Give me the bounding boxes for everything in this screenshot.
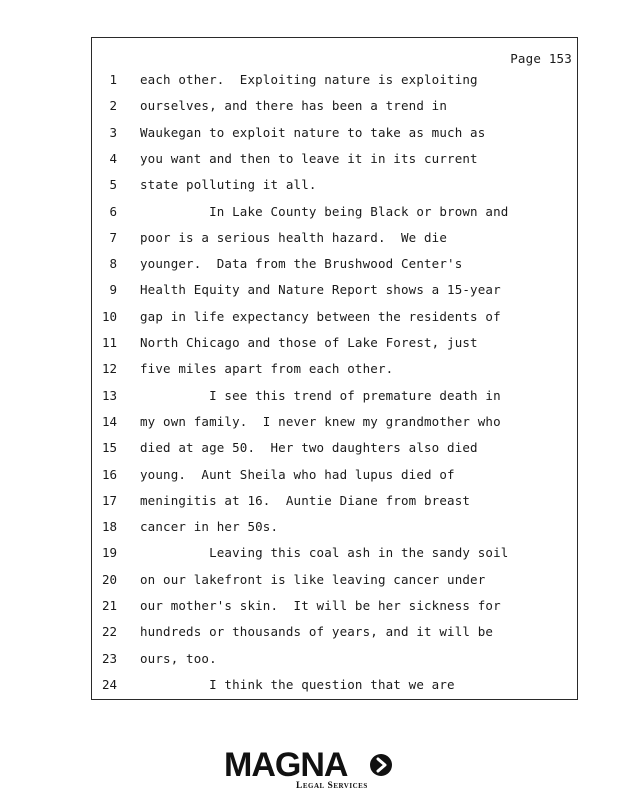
line-number: 20 [101,571,117,587]
line-text: meningitis at 16. Auntie Diane from breast [140,492,471,508]
line-text: on our lakefront is like leaving cancer under [140,571,486,587]
line-text: ours, too. [140,650,217,666]
line-text: North Chicago and those of Lake Forest, just [140,335,478,350]
line-number: 21 [101,598,117,613]
line-text: In Lake County being Black or brown and [140,203,509,219]
line-number: 2 [109,98,117,114]
line-number: 14 [101,413,117,429]
logo-wordmark: MAGNA [224,746,348,784]
line-text: young. Aunt Sheila who had lupus died of [140,466,455,482]
line-text: my own family. I never knew my grandmother who [140,413,501,429]
transcript-page [91,37,578,700]
line-number: 11 [101,335,117,350]
line-text: you want and then to leave it in its current [140,150,478,166]
page-number: Page 153 [510,51,572,66]
line-text: our mother's skin. It will be her sickness for [140,598,501,613]
line-number: 22 [101,624,117,640]
line-number: 10 [101,308,117,324]
line-number: 5 [109,177,117,193]
line-number: 18 [101,519,117,535]
line-number: 12 [101,361,117,377]
line-text: Health Equity and Nature Report shows a 15-year [140,282,501,298]
line-number: 7 [109,229,117,245]
line-text: hundreds or thousands of years, and it will be [140,624,494,640]
line-number: 19 [101,545,117,561]
line-number: 1 [109,72,117,87]
chevron-right-circle-icon [370,754,392,776]
line-text: cancer in her 50s. [140,519,279,535]
line-number: 17 [101,492,117,508]
line-text: Leaving this coal ash in the sandy soil [140,545,509,561]
line-text: I see this trend of premature death in [140,387,501,403]
magna-logo [224,748,396,792]
line-number: 13 [101,387,117,403]
line-text: I think the question that we are [140,676,455,692]
line-text: poor is a serious health hazard. We die [140,229,448,245]
line-text: Waukegan to exploit nature to take as much as [140,124,486,140]
line-number: 9 [109,282,117,298]
line-number: 23 [101,650,117,666]
line-number: 8 [109,256,117,272]
line-number: 3 [109,124,117,140]
line-number: 15 [101,440,117,456]
line-number: 24 [101,676,117,692]
line-text: younger. Data from the Brushwood Center's [140,256,463,272]
line-text: each other. Exploiting nature is exploiting [140,72,478,87]
line-text: state polluting it all. [140,177,317,193]
line-number: 16 [101,466,117,482]
line-text: died at age 50. Her two daughters also died [140,440,478,456]
line-text: ourselves, and there has been a trend in [140,98,448,114]
line-text: five miles apart from each other. [140,361,394,377]
transcript-line [92,676,577,711]
line-text: gap in life expectancy between the residents of [140,308,501,324]
line-number: 4 [109,150,117,166]
line-number: 6 [109,203,117,219]
logo-subtitle: Legal Services [296,781,368,791]
